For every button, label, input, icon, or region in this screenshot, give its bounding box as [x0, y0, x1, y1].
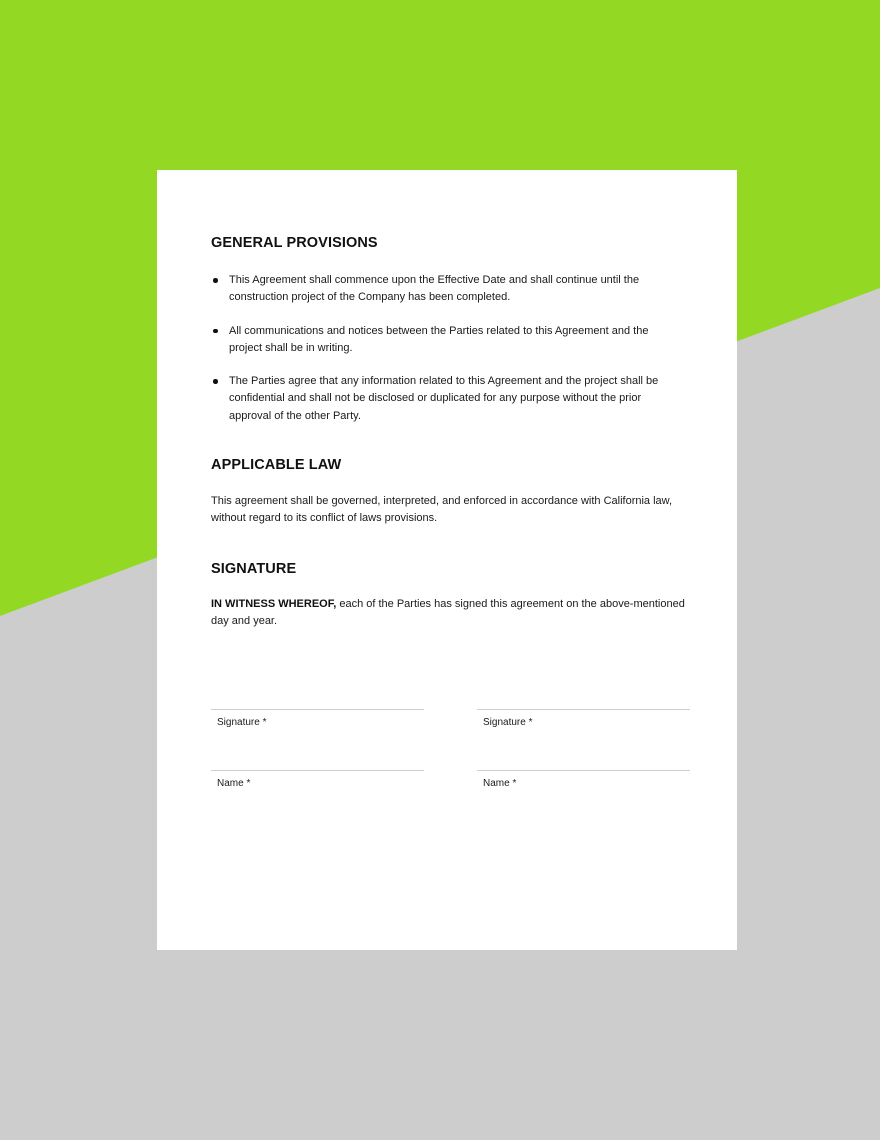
witness-bold-lead: IN WITNESS WHEREOF, [211, 598, 337, 610]
witness-statement [211, 596, 686, 631]
bullet-icon [213, 278, 218, 283]
list-item [211, 323, 681, 358]
name-line[interactable] [477, 770, 690, 771]
list-item-text: The Parties agree that any information related to this Agreement and the project shall be confidential and shall not be disclosed or duplicated for any purpose without the prior approval of the other Party. [229, 375, 659, 422]
list-item [211, 373, 681, 425]
applicable-law-text: This agreement shall be governed, interpreted, and enforced in accordance with California law, without regard to its conflict of laws provisions. [211, 495, 673, 525]
list-item-text: This Agreement shall commence upon the Effective Date and shall continue until the construction project of the Company has been completed. [229, 274, 640, 304]
bullet-icon [213, 379, 218, 384]
bullet-icon [213, 329, 218, 334]
signature-line[interactable] [211, 709, 424, 710]
list-item [211, 272, 681, 307]
witness-text: each of the Parties has signed this agreement on the above-mentioned day and year. [211, 598, 685, 628]
general-provisions-heading: GENERAL PROVISIONS [211, 235, 378, 251]
name-label: Name * [217, 778, 251, 789]
signature-label: Signature * [217, 717, 267, 728]
applicable-law-heading: APPLICABLE LAW [211, 457, 342, 473]
document-page [157, 170, 737, 950]
general-provisions-list [211, 272, 681, 441]
list-item-text: All communications and notices between the Parties related to this Agreement and the project shall be in writing. [229, 324, 649, 354]
name-label: Name * [483, 778, 517, 789]
signature-label: Signature * [483, 717, 533, 728]
signature-heading: SIGNATURE [211, 561, 297, 577]
signature-line[interactable] [477, 709, 690, 710]
name-line[interactable] [211, 770, 424, 771]
